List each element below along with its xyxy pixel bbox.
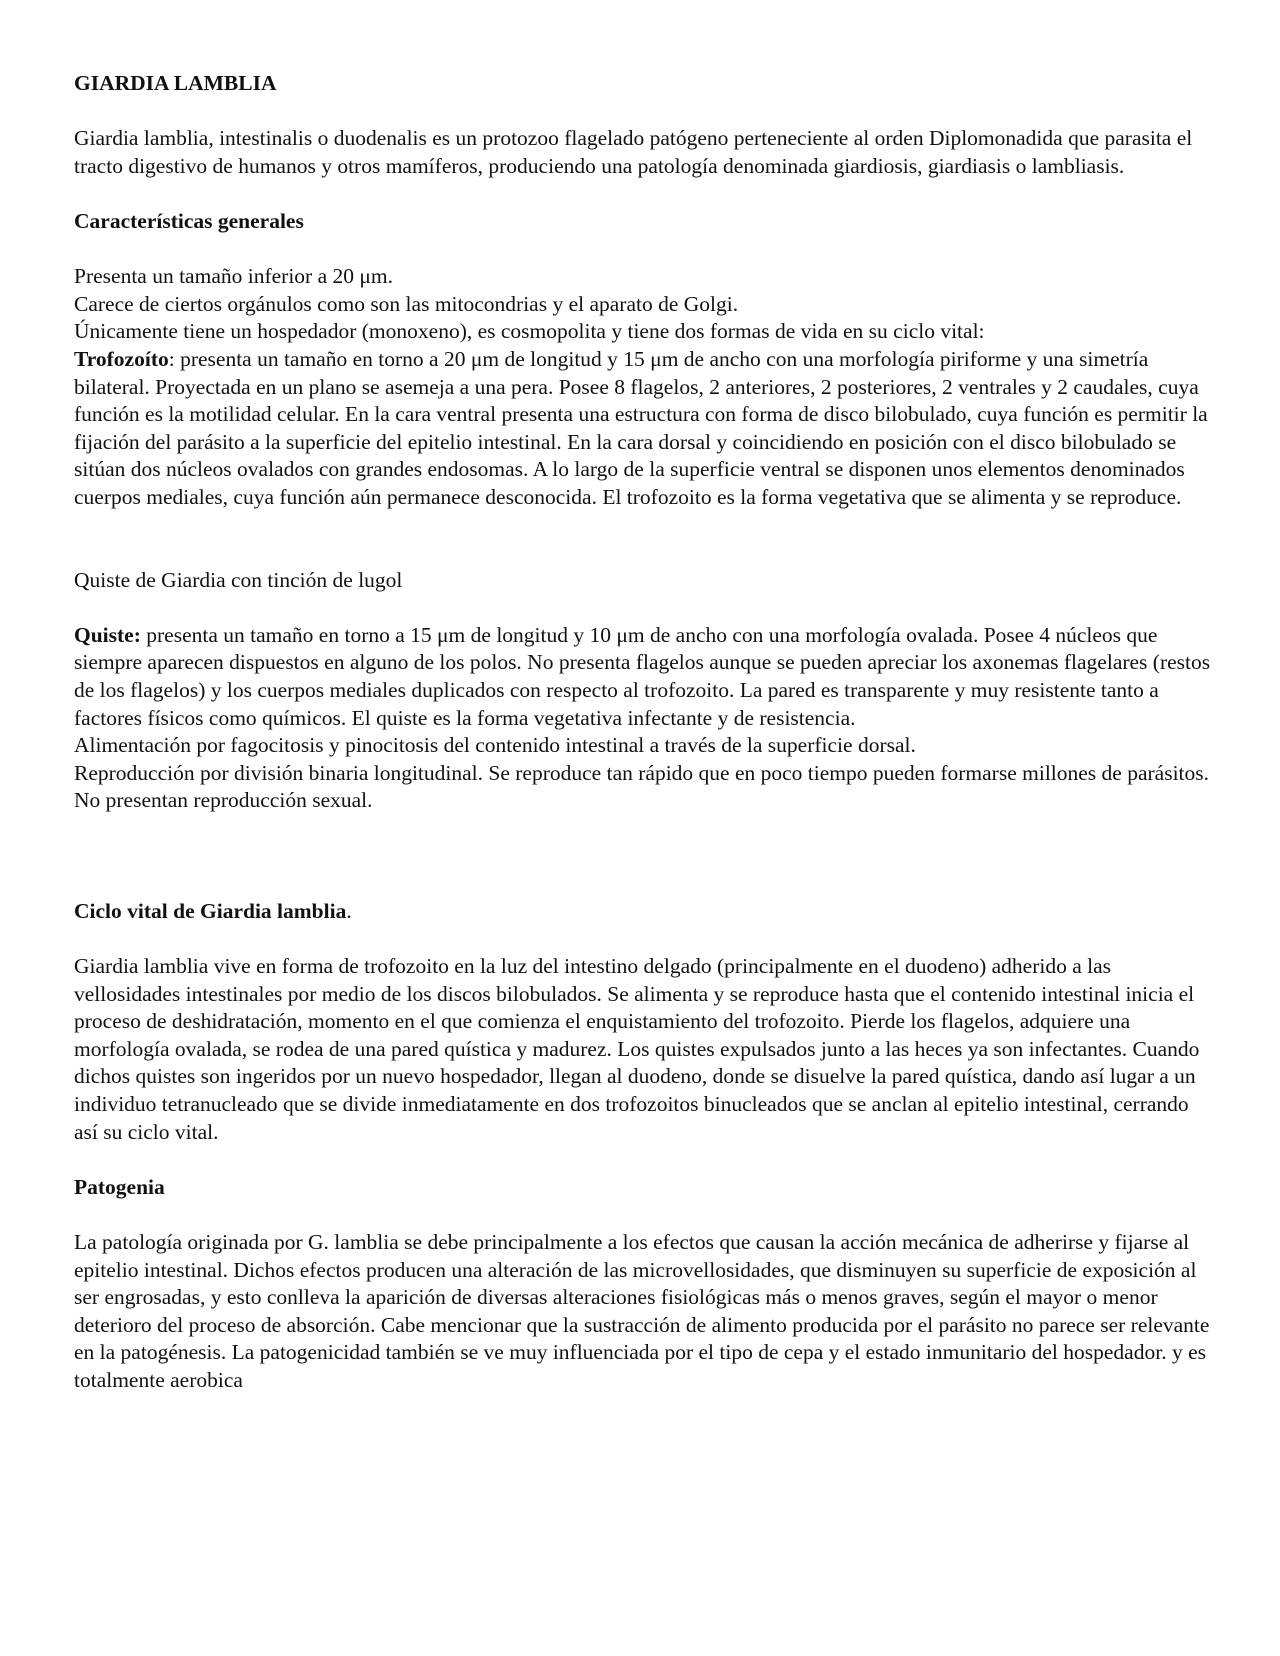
trofozoito-paragraph — [74, 346, 1214, 512]
patogenia-paragraph: La patología originada por G. lamblia se debe principalmente a los efectos que causan la acción mecánica de adherirse y fijarse al epitelio intestinal. Dichos efectos producen una alteración de las microvellosidades, que disminuyen su superficie de exposición al ser engrosadas, y esto conlleva la aparición de diversas alteraciones fisiológicas más o menos graves, según el mayor o menor deterioro del proceso de absorción. Cabe mencionar que la sustracción de alimento producida por el parásito no parece ser relevante en la patogénesis. La patogenicidad también se ve muy influenciada por el tipo de cepa y el estado inmunitario del hospedador. y es totalmente aerobica — [74, 1229, 1210, 1392]
caracteristicas-line-3: Únicamente tiene un hospedador (monoxeno), es cosmopolita y tiene dos formas de vida en su ciclo vital: — [74, 319, 985, 344]
quiste-label: Quiste: — [74, 622, 141, 647]
caracteristicas-heading: Características generales — [74, 208, 304, 233]
trofozoito-text: : presenta un tamaño en torno a 20 μm de longitud y 15 μm de ancho con una morfología piriforme y una simetría bilateral. Proyectada en un plano se asemeja a una pera. Posee 8 flagelos, 2 anteriores, 2 posteriores, 2 ventrales y 2 caudales, cuya función es la motilidad celular. En la cara ventral presenta una estructura con forma de disco bilobulado, cuya función es permitir la fijación del parásito a la superficie del epitelio intestinal. En la cara dorsal y coincidiendo en posición con el disco bilobulado se sitúan dos núcleos ovalados con grandes endosomas. A lo largo de la superficie ventral se disponen unos elementos denominados cuerpos mediales, cuya función aún permanece desconocida. El trofozoito es la forma vegetativa que se alimenta y se reproduce. — [74, 346, 1208, 509]
quiste-text: presenta un tamaño en torno a 15 μm de longitud y 10 μm de ancho con una morfología ovalada. Posee 4 núcleos que siempre aparecen dispuestos en alguno de los polos. No presenta flagelos aunque se pueden apreciar los axonemas flagelares (restos de los flagelos) y los cuerpos mediales duplicados con respecto al trofozoito. La pared es transparente y muy resistente tanto a factores físicos como químicos. El quiste es la forma vegetativa infectante y de resistencia. — [74, 622, 1211, 730]
alimentacion-paragraph: Alimentación por fagocitosis y pinocitosis del contenido intestinal a través de la superficie dorsal. — [74, 733, 916, 758]
ciclo-heading — [74, 898, 1214, 926]
ciclo-heading-text: Ciclo vital de Giardia lamblia — [74, 898, 347, 923]
ciclo-heading-suffix: . — [346, 898, 352, 923]
caracteristicas-line-1: Presenta un tamaño inferior a 20 μm. — [74, 264, 394, 289]
patogenia-heading: Patogenia — [74, 1174, 165, 1199]
reproduccion-paragraph: Reproducción por división binaria longitudinal. Se reproduce tan rápido que en poco tiempo pueden formarse millones de parásitos. No presentan reproducción sexual. — [74, 760, 1210, 813]
trofozoito-label: Trofozoíto — [74, 346, 169, 371]
intro-paragraph: Giardia lamblia, intestinalis o duodenalis es un protozoo flagelado patógeno perteneciente al orden Diplomonadida que parasita el tracto digestivo de humanos y otros mamíferos, produciendo una patología denominada giardiosis, giardiasis o lambliasis. — [74, 126, 1193, 178]
quiste-paragraph — [74, 622, 1214, 732]
document-page — [74, 70, 1214, 1395]
ciclo-paragraph: Giardia lamblia vive en forma de trofozoito en la luz del intestino delgado (principalmente en el duodeno) adherido a las vellosidades intestinales por medio de los discos bilobulados. Se alimenta y se reproduce hasta que el contenido intestinal inicia el proceso de deshidratación, momento en el que comienza el enquistamiento del trofozoito. Pierde los flagelos, adquiere una morfología ovalada, se rodea de una pared quística y madurez. Los quistes expulsados junto a las heces ya son infectantes. Cuando dichos quistes son ingeridos por un nuevo hospedador, llegan al duodeno, donde se disuelve la pared quística, dando así lugar a un individuo tetranucleado que se divide inmediatamente en dos trofozoitos binucleados que se anclan al epitelio intestinal, cerrando así su ciclo vital. — [74, 954, 1200, 1144]
image-caption: Quiste de Giardia con tinción de lugol — [74, 567, 403, 592]
caracteristicas-line-2: Carece de ciertos orgánulos como son las mitocondrias y el aparato de Golgi. — [74, 291, 739, 316]
document-title: GIARDIA LAMBLIA — [74, 71, 277, 95]
